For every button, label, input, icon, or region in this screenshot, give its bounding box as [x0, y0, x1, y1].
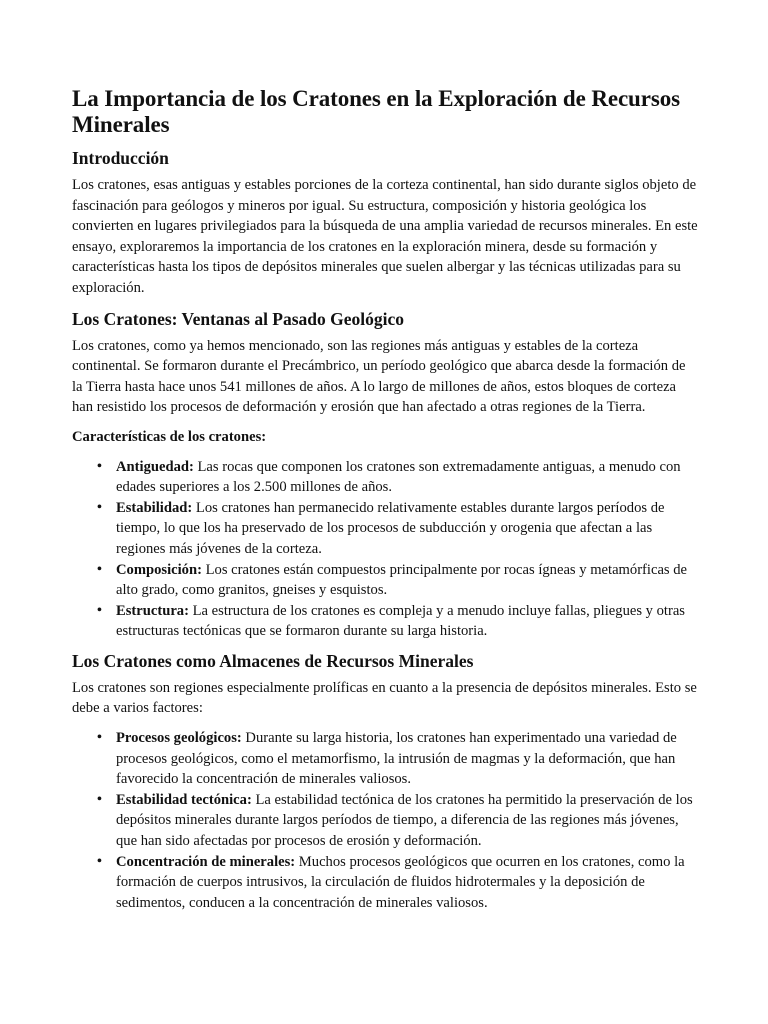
- list-item-text: Los cratones están compuestos principalmente por rocas ígneas y metamórficas de alto grado, como granitos, gneises y esquistos.: [116, 561, 688, 599]
- list-item-term: Antiguedad:: [116, 458, 194, 475]
- list-item-term: Composición:: [116, 561, 202, 578]
- bullet-icon: •: [97, 791, 102, 807]
- intro-paragraph: Los cratones, esas antiguas y estables porciones de la corteza continental, han sido durante siglos objeto de fascinación para geólogos y mineros por igual. Su estructura, composición y historia geológica los convierten en lugares privilegiados para la búsqueda de una amplia variedad de recursos minerales. En este ensayo, exploraremos la importancia de los cratones en la exploración minera, desde su formación y características hasta los tipos de depósitos minerales que suelen albergar y las técnicas utilizadas para su exploración.: [72, 177, 698, 296]
- list-item-text: Muchos procesos geológicos que ocurren en los cratones, como la formación de cuerpos intrusivos, la circulación de fluidos hidrotermales y la deposición de sedimentos, conducen a la concentración de minerales valiosos.: [116, 853, 685, 911]
- bullet-icon: •: [97, 499, 102, 515]
- bullet-icon: •: [97, 730, 102, 746]
- bullet-icon: •: [97, 458, 102, 474]
- list-item-text: La estructura de los cratones es compleja y a menudo incluye fallas, pliegues y otras estructuras tectónicas que se formaron durante su larga historia.: [116, 602, 685, 640]
- section2-heading: Los Cratones como Almacenes de Recursos Minerales: [72, 650, 474, 671]
- characteristics-list: [72, 457, 698, 642]
- section1-paragraph: Los cratones, como ya hemos mencionado, son las regiones más antiguas y estables de la corteza continental. Se formaron durante el Precámbrico, un período geológico que abarca desde la formación de la Tierra hasta hace unos 541 millones de años. A lo largo de millones de años, estos bloques de corteza han resistido los procesos de deformación y erosión que han afectado a otras regiones de la Tierra.: [72, 337, 686, 416]
- bullet-icon: •: [97, 561, 102, 577]
- list-item-text: La estabilidad tectónica de los cratones ha permitido la preservación de los depósitos minerales durante largos períodos de tiempo, a diferencia de las regiones más jóvenes, que han sido afectadas por procesos de erosión y deformación.: [116, 791, 693, 850]
- list-item: [97, 601, 698, 642]
- list-item-term: Estabilidad tectónica:: [116, 791, 252, 808]
- list-item: [97, 852, 698, 914]
- list-item-text: Durante su larga historia, los cratones han experimentado una variedad de procesos geológicos, como el metamorfismo, la intrusión de magmas y la deformación, que han favorecido la concentración de minerales valiosos.: [116, 730, 677, 788]
- intro-heading: Introducción: [72, 148, 169, 168]
- section2-paragraph: Los cratones son regiones especialmente prolíficas en cuanto a la presencia de depósitos minerales. Esto se debe a varios factores:: [72, 679, 697, 717]
- bullet-icon: •: [97, 853, 102, 869]
- document-title: La Importancia de los Cratones en la Exploración de Recursos Minerales: [72, 86, 680, 137]
- list-item-text: Las rocas que componen los cratones son extremadamente antiguas, a menudo con edades superiores a los 2.500 millones de años.: [116, 458, 681, 496]
- list-item: [97, 728, 698, 790]
- section1-subheading: Características de los cratones:: [72, 428, 267, 445]
- bullet-icon: •: [97, 602, 102, 618]
- list-item-term: Concentración de minerales:: [116, 853, 296, 870]
- list-item-term: Estabilidad:: [116, 499, 193, 516]
- list-item-term: Estructura:: [116, 602, 189, 619]
- list-item: [97, 790, 698, 852]
- list-item-term: Procesos geológicos:: [116, 730, 242, 747]
- list-item: [97, 457, 698, 498]
- factors-list: [72, 728, 698, 913]
- section1-heading: Los Cratones: Ventanas al Pasado Geológico: [72, 308, 405, 329]
- list-item-text: Los cratones han permanecido relativamente estables durante largos períodos de tiempo, lo que los ha preservado de los procesos de subducción y orogenia que afectan a las regiones más jóvenes de la corteza.: [116, 499, 665, 557]
- list-item: [97, 560, 698, 601]
- list-item: [97, 498, 698, 560]
